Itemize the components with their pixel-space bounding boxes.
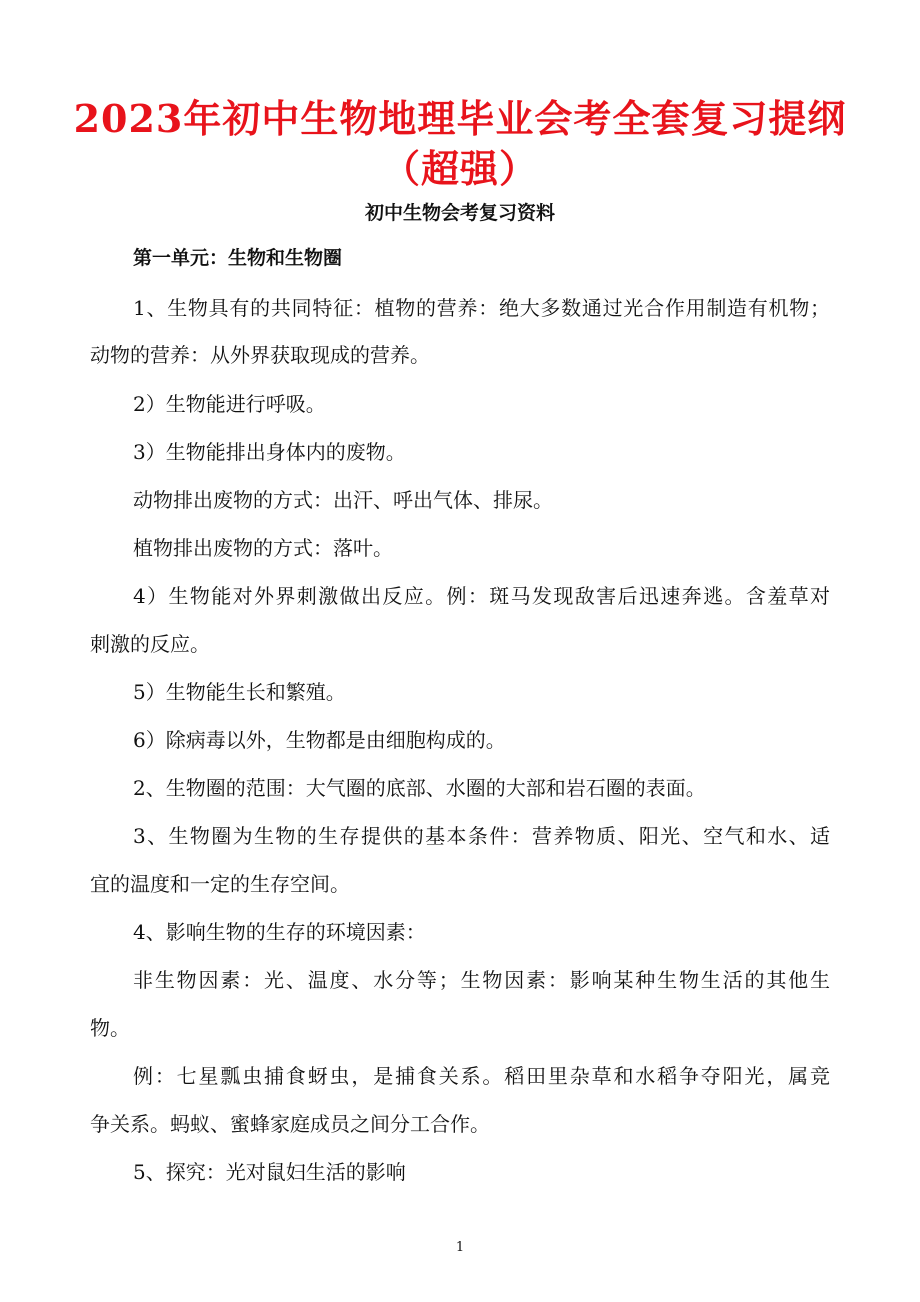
paragraph-10-line2: 宜的温度和一定的生存空间。: [90, 872, 350, 896]
document-title-line2: （超强）: [381, 146, 538, 191]
paragraph-11: 4、影响生物的生存的环境因素：: [133, 920, 426, 944]
paragraph-12-line2: 物。: [90, 1016, 130, 1040]
paragraph-12-line1: 非生物因素：光、温度、水分等；生物因素：影响某种生物生活的其他生: [133, 968, 830, 992]
paragraph-3: 3）生物能排出身体内的废物。: [133, 440, 406, 464]
unit-heading: 第一单元：生物和生物圈: [133, 247, 343, 269]
document-title-line1: 2023年初中生物地理毕业会考全套复习提纲: [73, 96, 847, 141]
paragraph-7: 5）生物能生长和繁殖。: [133, 680, 346, 704]
paragraph-14: 5、探究：光对鼠妇生活的影响: [133, 1160, 406, 1184]
paragraph-13-line1: 例：七星瓢虫捕食蚜虫，是捕食关系。稻田里杂草和水稻争夺阳光，属竞: [133, 1064, 830, 1088]
paragraph-6-line1: 4）生物能对外界刺激做出反应。例：斑马发现敌害后迅速奔逃。含羞草对: [133, 584, 830, 608]
paragraph-1-line2: 动物的营养：从外界获取现成的营养。: [90, 343, 430, 367]
paragraph-1-line1: 1、生物具有的共同特征：植物的营养：绝大多数通过光合作用制造有机物；: [133, 296, 830, 320]
paragraph-5: 植物排出废物的方式：落叶。: [133, 536, 393, 560]
paragraph-8: 6）除病毒以外，生物都是由细胞构成的。: [133, 728, 506, 752]
document-subtitle: 初中生物会考复习资料: [364, 202, 555, 224]
paragraph-2: 2）生物能进行呼吸。: [133, 392, 326, 416]
paragraph-6-line2: 刺激的反应。: [90, 632, 210, 656]
page-number: 1: [455, 1240, 465, 1255]
paragraph-13-line2: 争关系。蚂蚁、蜜蜂家庭成员之间分工合作。: [90, 1112, 490, 1136]
paragraph-9: 2、生物圈的范围：大气圈的底部、水圈的大部和岩石圈的表面。: [133, 776, 706, 800]
paragraph-10-line1: 3、生物圈为生物的生存提供的基本条件：营养物质、阳光、空气和水、适: [133, 824, 830, 848]
paragraph-4: 动物排出废物的方式：出汗、呼出气体、排尿。: [133, 488, 553, 512]
